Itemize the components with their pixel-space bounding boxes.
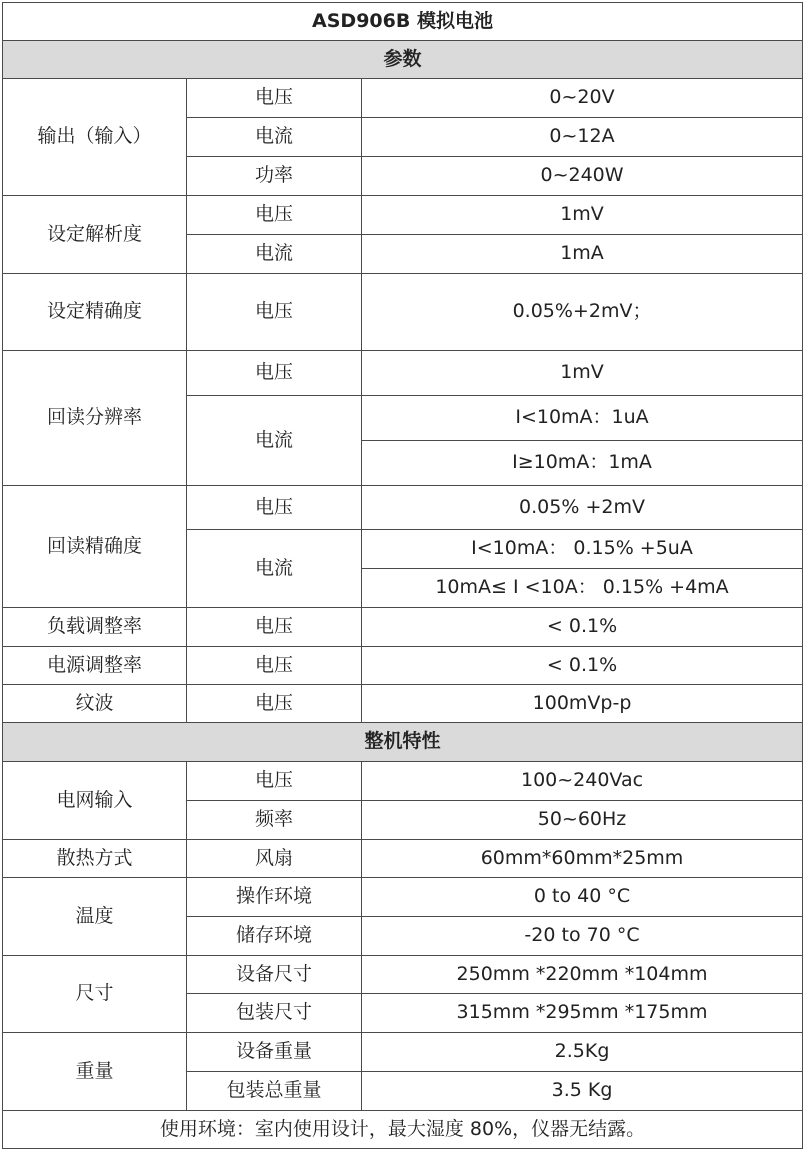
row-label-set-accuracy: 设定精确度	[3, 274, 187, 351]
sub-label-current: 电流	[187, 530, 362, 608]
sub-label-current: 电流	[187, 235, 362, 274]
sub-label-current: 电流	[187, 396, 362, 486]
value-output-voltage: 0~20V	[362, 79, 803, 118]
sub-label-voltage: 电压	[187, 762, 362, 801]
value-line-regulation: < 0.1%	[362, 647, 803, 685]
value-readback-resolution-voltage: 1mV	[362, 351, 803, 396]
sub-label-fan: 风扇	[187, 840, 362, 878]
value-grid-input-voltage: 100~240Vac	[362, 762, 803, 801]
sub-label-voltage: 电压	[187, 351, 362, 396]
sub-label-voltage: 电压	[187, 685, 362, 723]
section-header-params: 参数	[3, 41, 803, 79]
row-label-readback-accuracy: 回读精确度	[3, 486, 187, 608]
sub-label-voltage: 电压	[187, 486, 362, 530]
sub-label-operating: 操作环境	[187, 878, 362, 917]
row-label-temperature: 温度	[3, 878, 187, 956]
value-readback-accuracy-voltage: 0.05% +2mV	[362, 486, 803, 530]
row-label-readback-resolution: 回读分辨率	[3, 351, 187, 486]
value-set-resolution-current: 1mA	[362, 235, 803, 274]
value-output-power: 0~240W	[362, 157, 803, 196]
sub-label-current: 电流	[187, 118, 362, 157]
sub-label-device-weight: 设备重量	[187, 1033, 362, 1072]
sub-label-power: 功率	[187, 157, 362, 196]
value-weight-package: 3.5 Kg	[362, 1072, 803, 1111]
row-label-weight: 重量	[3, 1033, 187, 1111]
value-readback-accuracy-current-low: I<10mA： 0.15% +5uA	[362, 530, 803, 569]
value-load-regulation: < 0.1%	[362, 608, 803, 647]
value-size-device: 250mm *220mm *104mm	[362, 956, 803, 994]
value-temperature-storage: -20 to 70 °C	[362, 917, 803, 956]
footer-note: 使用环境：室内使用设计，最大湿度 80%，仪器无结露。	[3, 1111, 803, 1149]
section-header-machine: 整机特性	[3, 723, 803, 762]
sub-label-voltage: 电压	[187, 196, 362, 235]
table-title: ASD906B 模拟电池	[3, 3, 803, 41]
value-readback-accuracy-current-high: 10mA≤ I <10A： 0.15% +4mA	[362, 569, 803, 608]
sub-label-package-weight: 包装总重量	[187, 1072, 362, 1111]
value-set-resolution-voltage: 1mV	[362, 196, 803, 235]
value-set-accuracy-voltage: 0.05%+2mV；	[362, 274, 803, 351]
row-label-line-regulation: 电源调整率	[3, 647, 187, 685]
value-weight-device: 2.5Kg	[362, 1033, 803, 1072]
spec-table	[2, 2, 803, 1149]
row-label-output: 输出（输入）	[3, 79, 187, 196]
sub-label-frequency: 频率	[187, 801, 362, 840]
value-cooling: 60mm*60mm*25mm	[362, 840, 803, 878]
value-size-package: 315mm *295mm *175mm	[362, 994, 803, 1033]
sub-label-package-size: 包装尺寸	[187, 994, 362, 1033]
value-readback-resolution-current-low: I<10mA：1uA	[362, 396, 803, 441]
sub-label-voltage: 电压	[187, 608, 362, 647]
value-temperature-operating: 0 to 40 °C	[362, 878, 803, 917]
row-label-grid-input: 电网输入	[3, 762, 187, 840]
row-label-ripple: 纹波	[3, 685, 187, 723]
value-grid-input-frequency: 50~60Hz	[362, 801, 803, 840]
value-readback-resolution-current-high: I≥10mA：1mA	[362, 441, 803, 486]
sub-label-storage: 储存环境	[187, 917, 362, 956]
sub-label-voltage: 电压	[187, 647, 362, 685]
sub-label-device-size: 设备尺寸	[187, 956, 362, 994]
sub-label-voltage: 电压	[187, 79, 362, 118]
sub-label-voltage: 电压	[187, 274, 362, 351]
row-label-load-regulation: 负载调整率	[3, 608, 187, 647]
row-label-cooling: 散热方式	[3, 840, 187, 878]
row-label-size: 尺寸	[3, 956, 187, 1033]
value-output-current: 0~12A	[362, 118, 803, 157]
value-ripple: 100mVp-p	[362, 685, 803, 723]
row-label-set-resolution: 设定解析度	[3, 196, 187, 274]
